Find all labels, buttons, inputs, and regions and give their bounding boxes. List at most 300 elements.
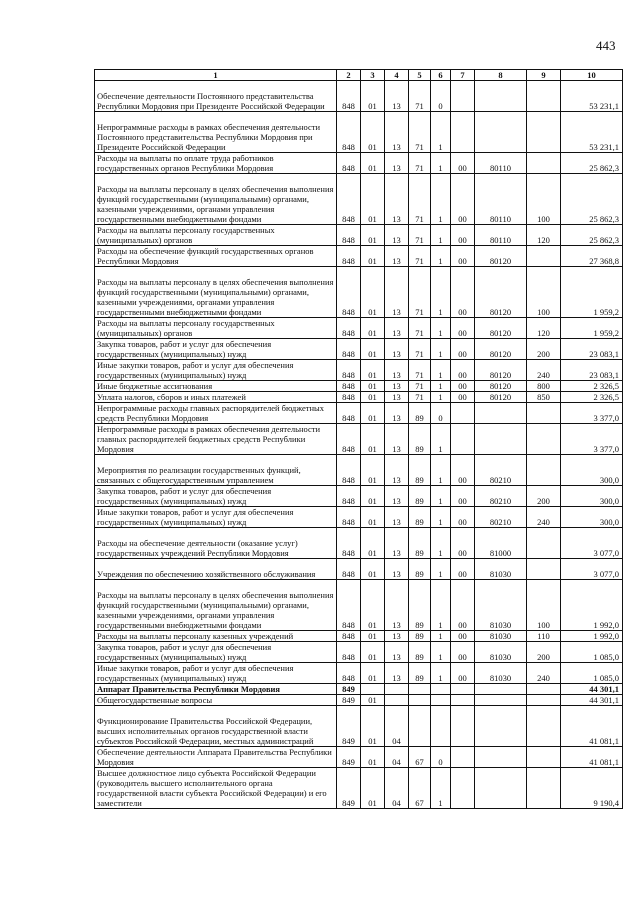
code-cell: 1 bbox=[431, 153, 451, 174]
row-name-cell: Высшее должностное лицо субъекта Российской Федерации (руководитель высшего исполнительного органа государственной власти субъекта Российской Федерации) и его заместители bbox=[95, 768, 337, 809]
code-cell: 240 bbox=[527, 507, 561, 528]
amount-cell: 25 862,3 bbox=[561, 153, 623, 174]
code-cell: 848 bbox=[337, 153, 361, 174]
code-cell: 01 bbox=[361, 507, 385, 528]
code-cell: 1 bbox=[431, 663, 451, 684]
code-cell: 89 bbox=[409, 424, 431, 455]
table-row bbox=[95, 747, 623, 768]
amount-cell: 300,0 bbox=[561, 507, 623, 528]
row-name-cell: Функционирование Правительства Российской Федерации, высших исполнительных органов государственной власти субъектов Российской Федерации, местных администраций bbox=[95, 706, 337, 747]
code-cell: 200 bbox=[527, 642, 561, 663]
code-cell: 01 bbox=[361, 528, 385, 559]
table-row bbox=[95, 392, 623, 403]
code-cell: 89 bbox=[409, 455, 431, 486]
code-cell: 80120 bbox=[475, 392, 527, 403]
table-row bbox=[95, 580, 623, 631]
code-cell bbox=[475, 403, 527, 424]
code-cell: 71 bbox=[409, 267, 431, 318]
code-cell bbox=[451, 403, 475, 424]
code-cell: 13 bbox=[385, 486, 409, 507]
table-row bbox=[95, 684, 623, 695]
amount-cell: 2 326,5 bbox=[561, 392, 623, 403]
code-cell: 800 bbox=[527, 381, 561, 392]
column-header: 4 bbox=[385, 70, 409, 81]
code-cell: 00 bbox=[451, 580, 475, 631]
code-cell: 848 bbox=[337, 424, 361, 455]
code-cell bbox=[475, 112, 527, 153]
code-cell: 00 bbox=[451, 318, 475, 339]
code-cell: 849 bbox=[337, 684, 361, 695]
code-cell: 13 bbox=[385, 225, 409, 246]
amount-cell: 41 081,1 bbox=[561, 747, 623, 768]
code-cell bbox=[475, 81, 527, 112]
amount-cell: 44 301,1 bbox=[561, 695, 623, 706]
code-cell bbox=[475, 695, 527, 706]
code-cell: 01 bbox=[361, 663, 385, 684]
code-cell: 13 bbox=[385, 112, 409, 153]
code-cell: 1 bbox=[431, 381, 451, 392]
code-cell: 67 bbox=[409, 768, 431, 809]
code-cell: 848 bbox=[337, 318, 361, 339]
code-cell: 240 bbox=[527, 360, 561, 381]
row-name-cell: Расходы на обеспечение функций государственных органов Республики Мордовия bbox=[95, 246, 337, 267]
code-cell: 01 bbox=[361, 424, 385, 455]
code-cell: 04 bbox=[385, 706, 409, 747]
code-cell: 00 bbox=[451, 153, 475, 174]
code-cell: 0 bbox=[431, 403, 451, 424]
row-name-cell: Расходы на выплаты по оплате труда работников государственных органов Республики Мордовия bbox=[95, 153, 337, 174]
row-name-cell: Расходы на обеспечение деятельности (оказание услуг) государственных учреждений Республики Мордовия bbox=[95, 528, 337, 559]
code-cell bbox=[409, 684, 431, 695]
code-cell: 80120 bbox=[475, 339, 527, 360]
code-cell: 01 bbox=[361, 642, 385, 663]
code-cell: 81030 bbox=[475, 663, 527, 684]
code-cell: 80120 bbox=[475, 360, 527, 381]
code-cell: 1 bbox=[431, 392, 451, 403]
code-cell: 1 bbox=[431, 486, 451, 507]
code-cell bbox=[431, 684, 451, 695]
code-cell: 80120 bbox=[475, 267, 527, 318]
code-cell bbox=[527, 455, 561, 486]
code-cell: 848 bbox=[337, 663, 361, 684]
column-header: 5 bbox=[409, 70, 431, 81]
code-cell: 00 bbox=[451, 507, 475, 528]
row-name-cell: Мероприятия по реализации государственных функций, связанных с общегосударственным управлением bbox=[95, 455, 337, 486]
code-cell: 100 bbox=[527, 174, 561, 225]
code-cell: 0 bbox=[431, 81, 451, 112]
amount-cell: 27 368,8 bbox=[561, 246, 623, 267]
code-cell: 848 bbox=[337, 81, 361, 112]
row-name-cell: Расходы на выплаты персоналу в целях обеспечения выполнения функций государственными (муниципальными) органами, казенными учреждениями, органами управления государственными внебюджетными фондами bbox=[95, 267, 337, 318]
code-cell: 848 bbox=[337, 559, 361, 580]
table-row bbox=[95, 267, 623, 318]
code-cell bbox=[527, 528, 561, 559]
amount-cell: 3 077,0 bbox=[561, 528, 623, 559]
code-cell: 01 bbox=[361, 112, 385, 153]
code-cell: 01 bbox=[361, 339, 385, 360]
table-row bbox=[95, 559, 623, 580]
code-cell: 01 bbox=[361, 318, 385, 339]
code-cell bbox=[451, 768, 475, 809]
amount-cell: 1 992,0 bbox=[561, 580, 623, 631]
code-cell: 13 bbox=[385, 663, 409, 684]
code-cell: 00 bbox=[451, 246, 475, 267]
amount-cell: 3 377,0 bbox=[561, 424, 623, 455]
table-row bbox=[95, 507, 623, 528]
amount-cell: 53 231,1 bbox=[561, 81, 623, 112]
code-cell: 848 bbox=[337, 642, 361, 663]
code-cell: 01 bbox=[361, 768, 385, 809]
code-cell: 13 bbox=[385, 267, 409, 318]
code-cell bbox=[409, 695, 431, 706]
code-cell: 13 bbox=[385, 580, 409, 631]
row-name-cell: Непрограммные расходы в рамках обеспечения деятельности главных распорядителей бюджетных средств Республики Мордовия bbox=[95, 424, 337, 455]
column-header: 8 bbox=[475, 70, 527, 81]
table-row bbox=[95, 112, 623, 153]
page-number: 443 bbox=[596, 38, 616, 53]
code-cell: 1 bbox=[431, 528, 451, 559]
amount-cell: 2 326,5 bbox=[561, 381, 623, 392]
budget-table bbox=[94, 69, 623, 809]
code-cell bbox=[431, 695, 451, 706]
code-cell: 01 bbox=[361, 403, 385, 424]
code-cell: 89 bbox=[409, 486, 431, 507]
code-cell: 1 bbox=[431, 559, 451, 580]
code-cell: 00 bbox=[451, 267, 475, 318]
code-cell: 01 bbox=[361, 153, 385, 174]
amount-cell: 53 231,1 bbox=[561, 112, 623, 153]
code-cell: 13 bbox=[385, 381, 409, 392]
code-cell: 89 bbox=[409, 631, 431, 642]
code-cell: 848 bbox=[337, 360, 361, 381]
code-cell: 01 bbox=[361, 267, 385, 318]
code-cell: 120 bbox=[527, 225, 561, 246]
code-cell: 848 bbox=[337, 486, 361, 507]
code-cell bbox=[475, 684, 527, 695]
code-cell: 01 bbox=[361, 381, 385, 392]
code-cell: 01 bbox=[361, 360, 385, 381]
code-cell: 89 bbox=[409, 663, 431, 684]
table-row bbox=[95, 642, 623, 663]
code-cell bbox=[527, 706, 561, 747]
column-header: 10 bbox=[561, 70, 623, 81]
code-cell: 71 bbox=[409, 153, 431, 174]
code-cell: 00 bbox=[451, 381, 475, 392]
code-cell: 1 bbox=[431, 112, 451, 153]
table-row bbox=[95, 768, 623, 809]
row-name-cell: Закупка товаров, работ и услуг для обеспечения государственных (муниципальных) нужд bbox=[95, 339, 337, 360]
code-cell: 13 bbox=[385, 392, 409, 403]
code-cell: 00 bbox=[451, 392, 475, 403]
code-cell: 848 bbox=[337, 246, 361, 267]
code-cell: 00 bbox=[451, 360, 475, 381]
code-cell: 100 bbox=[527, 580, 561, 631]
table-row bbox=[95, 339, 623, 360]
code-cell: 200 bbox=[527, 486, 561, 507]
code-cell bbox=[527, 747, 561, 768]
code-cell: 1 bbox=[431, 642, 451, 663]
amount-cell: 23 083,1 bbox=[561, 360, 623, 381]
code-cell: 71 bbox=[409, 81, 431, 112]
code-cell: 00 bbox=[451, 559, 475, 580]
code-cell: 848 bbox=[337, 112, 361, 153]
column-header: 7 bbox=[451, 70, 475, 81]
code-cell bbox=[475, 768, 527, 809]
code-cell: 848 bbox=[337, 528, 361, 559]
code-cell bbox=[527, 695, 561, 706]
code-cell: 1 bbox=[431, 424, 451, 455]
code-cell: 01 bbox=[361, 695, 385, 706]
code-cell: 13 bbox=[385, 631, 409, 642]
amount-cell: 1 085,0 bbox=[561, 663, 623, 684]
code-cell: 04 bbox=[385, 768, 409, 809]
table-row bbox=[95, 486, 623, 507]
amount-cell: 3 077,0 bbox=[561, 559, 623, 580]
code-cell: 848 bbox=[337, 403, 361, 424]
code-cell: 00 bbox=[451, 455, 475, 486]
amount-cell: 23 083,1 bbox=[561, 339, 623, 360]
code-cell: 1 bbox=[431, 360, 451, 381]
table-row bbox=[95, 246, 623, 267]
code-cell: 13 bbox=[385, 403, 409, 424]
code-cell: 81030 bbox=[475, 631, 527, 642]
code-cell: 849 bbox=[337, 768, 361, 809]
code-cell: 01 bbox=[361, 706, 385, 747]
code-cell: 13 bbox=[385, 318, 409, 339]
amount-cell: 300,0 bbox=[561, 486, 623, 507]
code-cell: 89 bbox=[409, 642, 431, 663]
code-cell: 1 bbox=[431, 318, 451, 339]
code-cell: 848 bbox=[337, 507, 361, 528]
code-cell bbox=[527, 153, 561, 174]
code-cell bbox=[527, 424, 561, 455]
row-name-cell: Уплата налогов, сборов и иных платежей bbox=[95, 392, 337, 403]
code-cell bbox=[527, 112, 561, 153]
code-cell: 80210 bbox=[475, 455, 527, 486]
code-cell: 848 bbox=[337, 631, 361, 642]
code-cell bbox=[475, 747, 527, 768]
code-cell bbox=[385, 684, 409, 695]
table-row bbox=[95, 631, 623, 642]
code-cell: 89 bbox=[409, 403, 431, 424]
amount-cell: 41 081,1 bbox=[561, 706, 623, 747]
table-row bbox=[95, 318, 623, 339]
code-cell: 13 bbox=[385, 507, 409, 528]
code-cell: 81030 bbox=[475, 580, 527, 631]
row-name-cell: Расходы на выплаты персоналу государственных (муниципальных) органов bbox=[95, 318, 337, 339]
code-cell: 71 bbox=[409, 381, 431, 392]
column-header: 9 bbox=[527, 70, 561, 81]
code-cell bbox=[527, 559, 561, 580]
code-cell: 849 bbox=[337, 706, 361, 747]
row-name-cell: Расходы на выплаты персоналу государственных (муниципальных) органов bbox=[95, 225, 337, 246]
code-cell: 848 bbox=[337, 392, 361, 403]
code-cell: 13 bbox=[385, 174, 409, 225]
code-cell: 00 bbox=[451, 663, 475, 684]
code-cell bbox=[361, 684, 385, 695]
amount-cell: 25 862,3 bbox=[561, 225, 623, 246]
code-cell: 71 bbox=[409, 318, 431, 339]
row-name-cell: Расходы на выплаты персоналу в целях обеспечения выполнения функций государственными (муниципальными) органами, казенными учреждениями, органами управления государственными внебюджетными фондами bbox=[95, 580, 337, 631]
code-cell: 1 bbox=[431, 267, 451, 318]
code-cell bbox=[527, 246, 561, 267]
code-cell: 01 bbox=[361, 559, 385, 580]
code-cell: 13 bbox=[385, 455, 409, 486]
table-row bbox=[95, 663, 623, 684]
code-cell: 1 bbox=[431, 768, 451, 809]
code-cell: 01 bbox=[361, 174, 385, 225]
code-cell bbox=[527, 403, 561, 424]
code-cell: 00 bbox=[451, 642, 475, 663]
code-cell: 80110 bbox=[475, 153, 527, 174]
code-cell: 01 bbox=[361, 225, 385, 246]
code-cell: 00 bbox=[451, 339, 475, 360]
code-cell bbox=[451, 695, 475, 706]
amount-cell: 1 959,2 bbox=[561, 267, 623, 318]
column-header: 6 bbox=[431, 70, 451, 81]
code-cell bbox=[451, 684, 475, 695]
code-cell: 850 bbox=[527, 392, 561, 403]
code-cell: 81030 bbox=[475, 559, 527, 580]
code-cell: 89 bbox=[409, 580, 431, 631]
code-cell: 04 bbox=[385, 747, 409, 768]
table-row bbox=[95, 381, 623, 392]
amount-cell: 1 085,0 bbox=[561, 642, 623, 663]
table-row bbox=[95, 225, 623, 246]
code-cell: 00 bbox=[451, 225, 475, 246]
row-name-cell: Иные закупки товаров, работ и услуг для обеспечения государственных (муниципальных) нужд bbox=[95, 663, 337, 684]
code-cell: 71 bbox=[409, 360, 431, 381]
row-name-cell: Обеспечение деятельности Постоянного представительства Республики Мордовия при Президенте Российской Федерации bbox=[95, 81, 337, 112]
code-cell: 01 bbox=[361, 631, 385, 642]
code-cell: 71 bbox=[409, 392, 431, 403]
code-cell bbox=[527, 81, 561, 112]
code-cell: 13 bbox=[385, 246, 409, 267]
code-cell: 00 bbox=[451, 528, 475, 559]
code-cell bbox=[451, 747, 475, 768]
code-cell: 1 bbox=[431, 246, 451, 267]
code-cell bbox=[431, 706, 451, 747]
amount-cell: 3 377,0 bbox=[561, 403, 623, 424]
code-cell: 848 bbox=[337, 455, 361, 486]
code-cell: 1 bbox=[431, 507, 451, 528]
table-row bbox=[95, 360, 623, 381]
row-name-cell: Иные бюджетные ассигнования bbox=[95, 381, 337, 392]
table-row bbox=[95, 695, 623, 706]
code-cell: 01 bbox=[361, 747, 385, 768]
amount-cell: 1 992,0 bbox=[561, 631, 623, 642]
code-cell: 00 bbox=[451, 486, 475, 507]
table-row bbox=[95, 153, 623, 174]
code-cell: 01 bbox=[361, 246, 385, 267]
code-cell: 848 bbox=[337, 174, 361, 225]
code-cell: 71 bbox=[409, 174, 431, 225]
row-name-cell: Расходы на выплаты персоналу в целях обеспечения выполнения функций государственными (муниципальными) органами, казенными учреждениями, органами управления государственными внебюджетными фондами bbox=[95, 174, 337, 225]
code-cell: 71 bbox=[409, 112, 431, 153]
code-cell: 81000 bbox=[475, 528, 527, 559]
table-row bbox=[95, 424, 623, 455]
table-row bbox=[95, 528, 623, 559]
code-cell bbox=[451, 706, 475, 747]
row-name-cell: Расходы на выплаты персоналу казенных учреждений bbox=[95, 631, 337, 642]
code-cell bbox=[385, 695, 409, 706]
column-header: 3 bbox=[361, 70, 385, 81]
code-cell: 848 bbox=[337, 225, 361, 246]
code-cell: 00 bbox=[451, 631, 475, 642]
table-row bbox=[95, 403, 623, 424]
code-cell: 13 bbox=[385, 424, 409, 455]
row-name-cell: Аппарат Правительства Республики Мордовия bbox=[95, 684, 337, 695]
row-name-cell: Обеспечение деятельности Аппарата Правительства Республики Мордовия bbox=[95, 747, 337, 768]
amount-cell: 44 301,1 bbox=[561, 684, 623, 695]
code-cell bbox=[409, 706, 431, 747]
row-name-cell: Учреждения по обеспечению хозяйственного обслуживания bbox=[95, 559, 337, 580]
row-name-cell: Общегосударственные вопросы bbox=[95, 695, 337, 706]
code-cell: 89 bbox=[409, 528, 431, 559]
amount-cell: 9 190,4 bbox=[561, 768, 623, 809]
code-cell: 848 bbox=[337, 580, 361, 631]
code-cell bbox=[475, 706, 527, 747]
code-cell: 848 bbox=[337, 381, 361, 392]
code-cell: 71 bbox=[409, 225, 431, 246]
code-cell: 13 bbox=[385, 528, 409, 559]
table-row bbox=[95, 706, 623, 747]
code-cell: 00 bbox=[451, 174, 475, 225]
column-header: 2 bbox=[337, 70, 361, 81]
code-cell: 100 bbox=[527, 267, 561, 318]
code-cell: 80120 bbox=[475, 318, 527, 339]
code-cell: 1 bbox=[431, 225, 451, 246]
code-cell bbox=[451, 424, 475, 455]
code-cell: 849 bbox=[337, 695, 361, 706]
code-cell: 1 bbox=[431, 580, 451, 631]
row-name-cell: Непрограммные расходы главных распорядителей бюджетных средств Республики Мордовия bbox=[95, 403, 337, 424]
code-cell: 848 bbox=[337, 267, 361, 318]
code-cell: 1 bbox=[431, 339, 451, 360]
code-cell: 13 bbox=[385, 360, 409, 381]
table-row bbox=[95, 174, 623, 225]
code-cell: 13 bbox=[385, 339, 409, 360]
code-cell: 1 bbox=[431, 174, 451, 225]
code-cell: 01 bbox=[361, 580, 385, 631]
code-cell: 13 bbox=[385, 559, 409, 580]
code-cell: 80210 bbox=[475, 507, 527, 528]
table-body bbox=[95, 81, 623, 809]
table-row bbox=[95, 455, 623, 486]
code-cell bbox=[451, 112, 475, 153]
code-cell: 80210 bbox=[475, 486, 527, 507]
code-cell bbox=[527, 684, 561, 695]
row-name-cell: Закупка товаров, работ и услуг для обеспечения государственных (муниципальных) нужд bbox=[95, 642, 337, 663]
code-cell: 240 bbox=[527, 663, 561, 684]
code-cell: 89 bbox=[409, 559, 431, 580]
code-cell: 13 bbox=[385, 642, 409, 663]
code-cell: 80120 bbox=[475, 381, 527, 392]
code-cell: 110 bbox=[527, 631, 561, 642]
code-cell: 120 bbox=[527, 318, 561, 339]
code-cell: 1 bbox=[431, 631, 451, 642]
row-name-cell: Иные закупки товаров, работ и услуг для обеспечения государственных (муниципальных) нужд bbox=[95, 360, 337, 381]
code-cell: 0 bbox=[431, 747, 451, 768]
code-cell: 71 bbox=[409, 246, 431, 267]
row-name-cell: Закупка товаров, работ и услуг для обеспечения государственных (муниципальных) нужд bbox=[95, 486, 337, 507]
code-cell: 1 bbox=[431, 455, 451, 486]
table-header-row bbox=[95, 70, 623, 81]
amount-cell: 25 862,3 bbox=[561, 174, 623, 225]
code-cell: 01 bbox=[361, 392, 385, 403]
code-cell: 71 bbox=[409, 339, 431, 360]
code-cell: 80110 bbox=[475, 225, 527, 246]
